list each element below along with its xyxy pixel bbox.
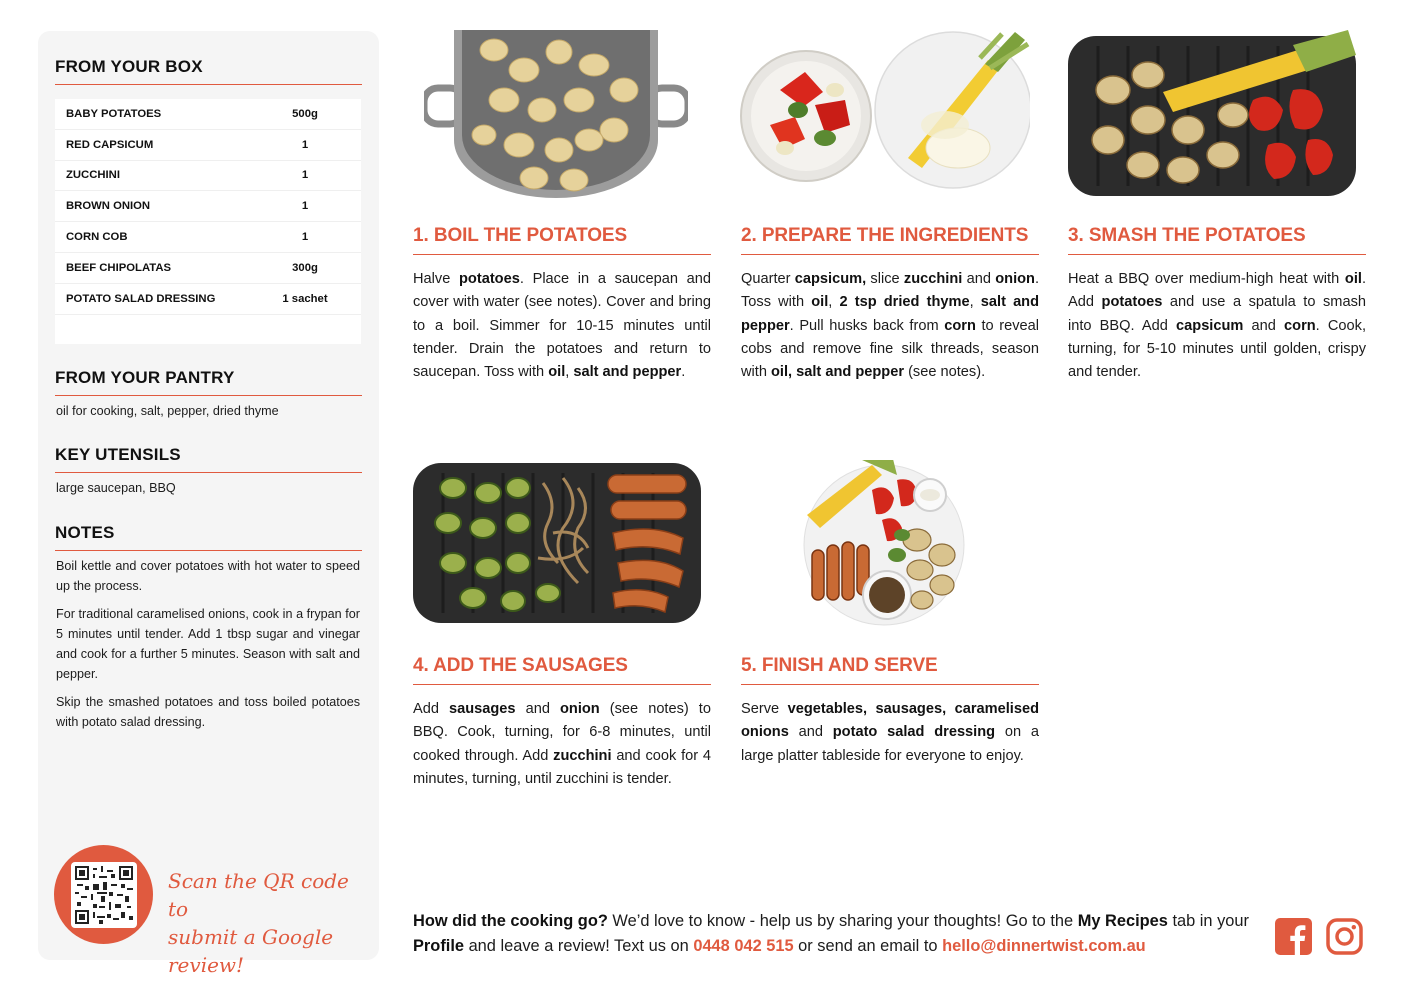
ingredient-quantity: 1 [301,138,309,151]
step-text: Quarter [741,271,795,287]
step-text: and use a spatula to smash into BBQ. Add [1068,294,1366,334]
email-link[interactable]: hello@dinnertwist.com.au [942,937,1146,955]
phone-link[interactable]: 0448 042 515 [693,937,794,955]
ingredient-highlight: oil, salt and pepper [771,364,905,381]
step-body [741,698,1039,768]
qr-text-line: submit a Google review! [168,925,334,977]
step-body [1068,268,1366,384]
my-recipes-label: My Recipes [1077,912,1168,930]
feedback-footer [413,909,1263,959]
boiled-potatoes-photo [424,30,688,198]
step-title: 2. PREPARE THE INGREDIENTS [741,225,1039,255]
footer-text: and leave a review! Text us on [464,937,694,955]
qr-code-badge[interactable] [54,845,153,944]
ingredient-highlight: oil [811,294,829,311]
step-text: , [969,294,981,311]
step-5 [741,655,1039,768]
ingredient-highlight: potatoes [1101,294,1163,311]
pantry-text: oil for cooking, salt, pepper, dried thyme [56,404,279,418]
ingredient-quantity: 500g [292,107,318,120]
step-1 [413,225,711,384]
qr-code-icon [75,866,133,924]
step-text: , [565,364,574,381]
note-item: Boil kettle and cover potatoes with hot water to speed up the process. [56,559,360,593]
footer-text: We’d love to know - help us by sharing your thoughts! Go to the [607,912,1078,930]
ingredient-name: RED CAPSICUM [66,138,154,151]
step-text: . [681,364,686,381]
sidebar [38,31,379,977]
step-text: Halve [413,271,460,287]
ingredient-row [55,222,361,253]
ingredient-name: BABY POTATOES [66,107,162,120]
ingredient-quantity: 1 [301,231,309,244]
facebook-icon[interactable] [1275,918,1312,955]
step-text: . Cook, turning, for 5-10 minutes until golden, crispy and tender. [1068,317,1367,381]
footer-text: or send an email to [793,937,943,955]
ingredient-highlight: zucchini [903,271,963,287]
step-text: , [828,294,840,311]
step-body [741,268,1039,384]
step-4 [413,655,711,791]
prepared-ingredients-photo [740,30,1030,192]
ingredient-quantity: 1 sachet [282,292,328,305]
ingredient-row [55,191,361,222]
step-text: . Toss with [741,271,1040,311]
qr-call-to-action [168,867,368,979]
step-title: 5. FINISH AND SERVE [741,655,1039,685]
step-text: . Pull husks back from [789,317,945,334]
from-your-box-heading: FROM YOUR BOX [55,57,362,85]
step-body [413,698,711,791]
step-text: and [1243,317,1285,334]
ingredient-highlight: potatoes [459,271,520,287]
step-text: and [962,271,996,287]
note-item: For traditional caramelised onions, cook in a frypan for 5 minutes until tender. Add 1 tbsp sugar and vinegar and cook for a further 5 minutes. Season with salt and pepper. [56,607,360,681]
ingredient-row [55,130,361,161]
step-title: 4. ADD THE SAUSAGES [413,655,711,685]
key-utensils-heading: KEY UTENSILS [55,445,362,473]
ingredient-row [55,253,361,284]
step-text: slice [866,271,904,287]
ingredients-table [55,99,361,344]
ingredient-name: ZUCCHINI [66,169,120,182]
ingredient-name: BROWN ONION [66,200,151,213]
feedback-question: How did the cooking go? [413,912,608,930]
ingredient-highlight: 2 tsp dried thyme [839,294,970,311]
notes-heading: NOTES [55,523,362,551]
ingredient-highlight: onion [995,271,1035,287]
ingredient-highlight: zucchini [553,747,612,764]
step-text: Heat a BBQ over medium-high heat with [1068,271,1345,287]
ingredient-highlight: salt and pepper [741,294,1040,334]
step-text: (see notes) to BBQ. Cook, turning, for 6-8 minutes, until cooked through. Add [413,701,711,764]
ingredient-highlight: capsicum, [794,271,867,287]
ingredient-quantity: 1 [301,169,309,182]
step-text: . Place in a saucepan and cover with water (see notes). Cover and bring to a boil. Simmer for 10-15 minutes until tender. Drain the potatoes and return to saucepan. Toss with [413,271,711,381]
ingredient-quantity: 300g [292,261,318,274]
step-body [413,268,711,384]
step-text: (see notes). [904,364,986,381]
profile-label: Profile [413,937,465,955]
ingredient-highlight: salt and pepper [573,364,682,381]
step-text: and [515,701,560,717]
step-text: Add [413,701,450,717]
step-3 [1068,225,1366,384]
ingredient-row [55,161,361,192]
sausages-grill-photo [413,463,701,623]
note-item: Skip the smashed potatoes and toss boiled potatoes with potato salad dressing. [56,695,360,729]
ingredient-highlight: corn [1284,317,1316,334]
step-text: Serve [741,701,788,717]
utensils-text: large saucepan, BBQ [56,481,176,495]
ingredient-name: POTATO SALAD DRESSING [66,292,216,305]
from-your-pantry-heading: FROM YOUR PANTRY [55,368,362,396]
ingredient-quantity: 1 [301,200,309,213]
ingredient-highlight: onion [560,701,600,717]
step-title: 3. SMASH THE POTATOES [1068,225,1366,255]
step-title: 1. BOIL THE POTATOES [413,225,711,255]
ingredient-highlight: sausages [449,701,516,717]
step-text: to reveal cobs and remove fine silk threads, season with [741,317,1039,381]
step-text: and [788,724,833,741]
step-text: . Add [1068,271,1366,311]
ingredient-name: BEEF CHIPOLATAS [66,261,172,274]
ingredient-highlight: potato salad dressing [832,724,996,741]
step-text: on a large platter tableside for everyone to enjoy. [741,724,1039,764]
ingredient-highlight: oil [548,364,566,381]
step-2 [741,225,1039,384]
ingredient-highlight: capsicum [1176,317,1244,334]
finished-platter-photo [802,460,966,626]
step-text: and cook for 4 minutes, turning, until zucchini is tender. [413,747,712,787]
ingredient-highlight: vegetables, sausages, caramelised onions [741,701,1039,741]
ingredient-row [55,99,361,130]
ingredient-row [55,284,361,315]
notes-list [56,556,360,740]
instagram-icon[interactable] [1326,918,1363,955]
ingredient-highlight: corn [944,317,976,334]
ingredient-name: CORN COB [66,231,128,244]
qr-text-line: Scan the QR code to [168,869,349,921]
footer-text: tab in your [1167,912,1249,930]
ingredient-highlight: oil [1344,271,1362,287]
smashed-potatoes-grill-photo [1068,30,1356,196]
